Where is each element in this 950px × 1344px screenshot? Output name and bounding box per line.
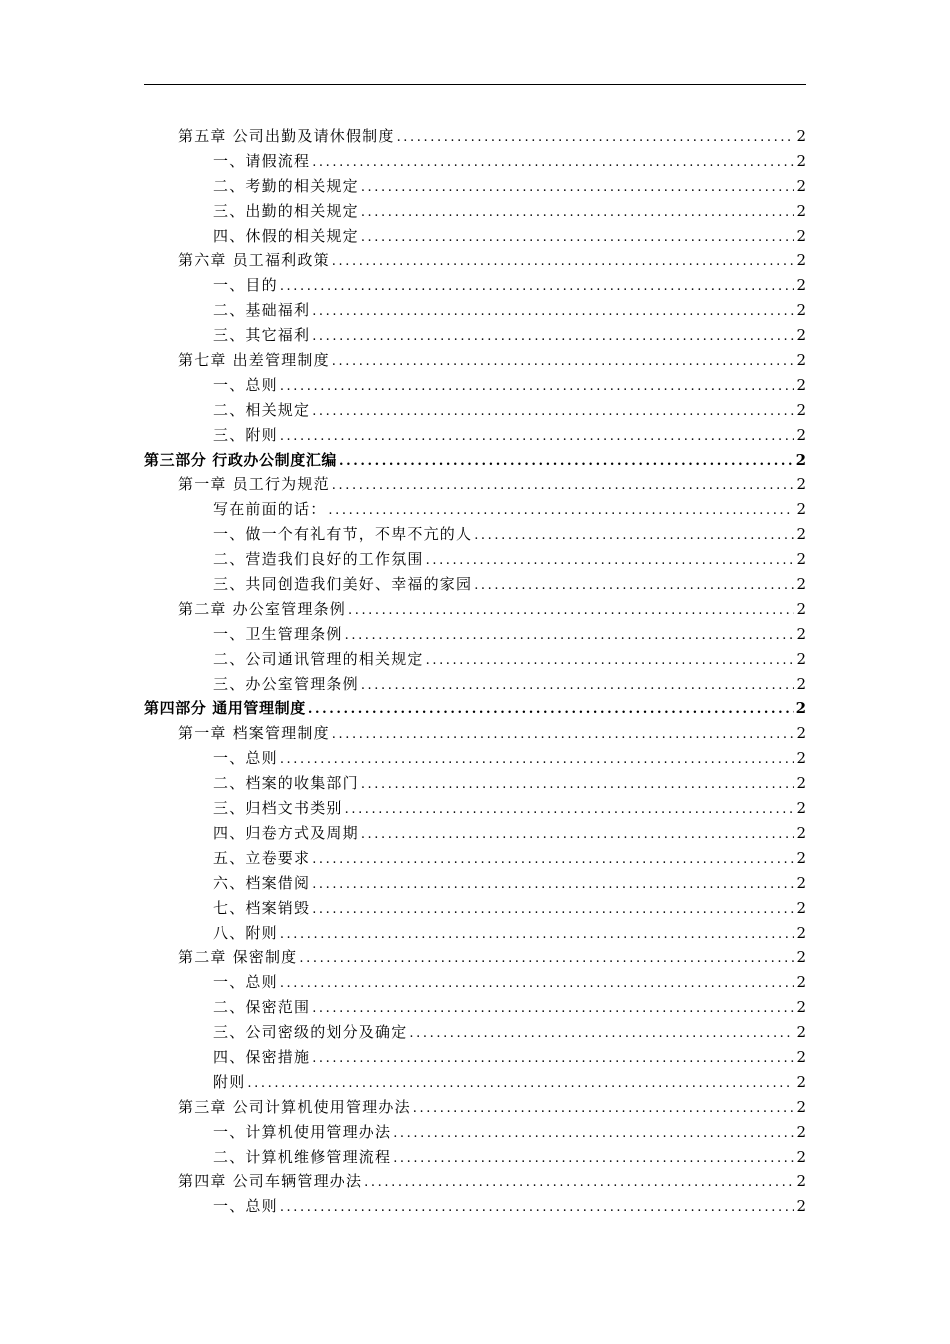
toc-page-number: 2: [796, 674, 806, 693]
toc-entry[interactable]: [144, 472, 806, 497]
toc-page-number: 2: [796, 127, 806, 145]
toc-entry[interactable]: [144, 348, 806, 373]
toc-page-number: 2: [796, 898, 806, 917]
toc-dot-leader: [247, 1072, 794, 1097]
toc-entry[interactable]: [144, 896, 806, 921]
toc-page-number: 2: [796, 823, 806, 842]
toc-entry-label: 附则: [213, 1072, 246, 1091]
toc-dot-leader: [364, 1171, 794, 1196]
toc-dot-leader: [280, 748, 795, 773]
toc-entry-label: 三、其它福利: [213, 326, 311, 345]
toc-entry-label: 第六章 员工福利政策: [178, 251, 330, 270]
toc-entry[interactable]: [144, 696, 806, 721]
toc-entry[interactable]: [144, 1194, 806, 1219]
toc-entry[interactable]: [144, 771, 806, 796]
toc-entry-label: 二、基础福利: [213, 301, 311, 320]
toc-page-number: 2: [796, 1147, 806, 1166]
toc-entry[interactable]: [144, 1095, 806, 1120]
toc-entry[interactable]: [144, 970, 806, 995]
toc-page-number: 2: [796, 301, 806, 320]
toc-page-number: 2: [796, 624, 806, 643]
toc-dot-leader: [339, 450, 794, 475]
toc-dot-leader: [332, 474, 795, 499]
toc-dot-leader: [280, 923, 795, 948]
toc-entry-label: 第五章 公司出勤及请休假制度: [178, 127, 395, 145]
toc-page-number: 2: [796, 1197, 806, 1216]
toc-dot-leader: [332, 350, 795, 375]
toc-dot-leader: [361, 674, 795, 699]
toc-dot-leader: [361, 176, 795, 201]
toc-page-number: 2: [796, 749, 806, 768]
toc-entry-label: 六、档案借阅: [213, 873, 311, 892]
toc-page-number: 2: [796, 276, 806, 295]
toc-dot-leader: [474, 574, 794, 599]
toc-page-number: 2: [796, 973, 806, 992]
toc-dot-leader: [348, 599, 794, 624]
toc-entry-label: 三、出勤的相关规定: [213, 201, 359, 220]
toc-page-number: 2: [796, 599, 806, 618]
toc-entry[interactable]: [144, 1145, 806, 1170]
toc-entry-label: 七、档案销毁: [213, 898, 311, 917]
toc-page-number: 2: [796, 998, 806, 1017]
toc-entry[interactable]: [144, 273, 806, 298]
toc-entry[interactable]: [144, 522, 806, 547]
toc-entry-label: 第一章 员工行为规范: [178, 475, 330, 494]
toc-dot-leader: [280, 425, 795, 450]
toc-page-number: 2: [796, 176, 806, 195]
toc-entry[interactable]: [144, 373, 806, 398]
toc-entry[interactable]: [144, 323, 806, 348]
toc-entry-label: 第三部分 行政办公制度汇编: [144, 450, 338, 469]
toc-dot-leader: [312, 898, 794, 923]
toc-entry[interactable]: [144, 224, 806, 249]
table-of-contents: [144, 124, 806, 1219]
toc-entry-label: 一、总则: [213, 749, 278, 768]
toc-dot-leader: [426, 549, 795, 574]
toc-dot-leader: [413, 1097, 795, 1122]
toc-entry[interactable]: [144, 647, 806, 672]
toc-entry-label: 第四部分 通用管理制度: [144, 699, 306, 718]
toc-entry[interactable]: [144, 423, 806, 448]
toc-entry[interactable]: [144, 1070, 806, 1095]
toc-dot-leader: [312, 1047, 794, 1072]
toc-page-number: 2: [796, 251, 806, 270]
toc-entry-label: 一、总则: [213, 375, 278, 394]
toc-entry-label: 第一章 档案管理制度: [178, 724, 330, 743]
toc-page-number: 2: [796, 724, 806, 743]
toc-entry[interactable]: [144, 572, 806, 597]
toc-entry-label: 二、营造我们良好的工作氛围: [213, 550, 424, 569]
toc-dot-leader: [312, 300, 794, 325]
toc-entry-label: 三、公司密级的划分及确定: [213, 1023, 408, 1042]
toc-entry[interactable]: [144, 846, 806, 871]
toc-entry[interactable]: [144, 672, 806, 697]
toc-dot-leader: [361, 201, 795, 226]
toc-entry-label: 二、计算机维修管理流程: [213, 1147, 392, 1166]
toc-entry-label: 一、总则: [213, 973, 278, 992]
toc-dot-leader: [345, 798, 795, 823]
toc-entry[interactable]: [144, 721, 806, 746]
toc-dot-leader: [332, 723, 795, 748]
toc-entry[interactable]: [144, 622, 806, 647]
toc-entry[interactable]: [144, 1169, 806, 1194]
toc-dot-leader: [312, 873, 794, 898]
toc-entry-label: 一、总则: [213, 1197, 278, 1216]
toc-page-number: 2: [796, 500, 806, 519]
toc-entry-label: 八、附则: [213, 923, 278, 942]
toc-page-number: 2: [796, 774, 806, 793]
toc-entry-label: 三、共同创造我们美好、幸福的家园: [213, 575, 473, 594]
toc-entry-label: 第四章 公司车辆管理办法: [178, 1172, 363, 1191]
toc-entry[interactable]: [144, 796, 806, 821]
toc-page-number: 2: [796, 1122, 806, 1141]
toc-entry[interactable]: [144, 821, 806, 846]
toc-page-number: 2: [795, 699, 806, 718]
toc-entry-label: 一、做一个有礼有节，不卑不亢的人: [213, 525, 473, 544]
toc-entry[interactable]: [144, 398, 806, 423]
toc-page-number: 2: [796, 799, 806, 818]
toc-entry-label: 写在前面的话：: [213, 500, 327, 519]
toc-entry[interactable]: [144, 597, 806, 622]
toc-dot-leader: [361, 823, 795, 848]
toc-dot-leader: [312, 325, 794, 350]
toc-entry[interactable]: [144, 448, 806, 473]
toc-entry[interactable]: [144, 199, 806, 224]
toc-page-number: 2: [796, 1072, 806, 1091]
toc-page-number: 2: [796, 575, 806, 594]
toc-entry-label: 第三章 公司计算机使用管理办法: [178, 1097, 411, 1116]
toc-dot-leader: [312, 997, 794, 1022]
toc-entry-label: 二、保密范围: [213, 998, 311, 1017]
toc-page-number: 2: [796, 923, 806, 942]
toc-entry-label: 第二章 办公室管理条例: [178, 599, 346, 618]
toc-dot-leader: [299, 947, 794, 972]
toc-entry[interactable]: [144, 124, 806, 149]
toc-dot-leader: [361, 226, 795, 251]
toc-page-number: 2: [796, 1047, 806, 1066]
toc-entry[interactable]: [144, 746, 806, 771]
toc-entry[interactable]: [144, 995, 806, 1020]
toc-dot-leader: [280, 972, 795, 997]
toc-dot-leader: [361, 773, 795, 798]
toc-page-number: 2: [796, 326, 806, 345]
toc-dot-leader: [393, 1147, 794, 1172]
toc-entry[interactable]: [144, 298, 806, 323]
toc-dot-leader: [280, 1196, 795, 1221]
toc-dot-leader: [312, 848, 794, 873]
toc-page-number: 2: [796, 375, 806, 394]
toc-page-number: 2: [796, 226, 806, 245]
toc-page-number: 2: [796, 351, 806, 370]
toc-entry-label: 四、保密措施: [213, 1047, 311, 1066]
toc-dot-leader: [280, 275, 795, 300]
toc-entry[interactable]: [144, 1020, 806, 1045]
toc-dot-leader: [409, 1022, 794, 1047]
toc-entry-label: 四、归卷方式及周期: [213, 823, 359, 842]
toc-entry[interactable]: [144, 1045, 806, 1070]
toc-entry-label: 二、档案的收集部门: [213, 774, 359, 793]
toc-dot-leader: [332, 250, 795, 275]
toc-page-number: 2: [796, 1023, 806, 1042]
toc-entry-label: 第七章 出差管理制度: [178, 351, 330, 370]
toc-entry-label: 二、考勤的相关规定: [213, 176, 359, 195]
toc-page-number: 2: [796, 550, 806, 569]
toc-dot-leader: [474, 524, 794, 549]
toc-page-number: 2: [796, 151, 806, 170]
toc-entry-label: 第二章 保密制度: [178, 948, 298, 967]
toc-dot-leader: [397, 126, 795, 151]
toc-dot-leader: [308, 698, 794, 723]
toc-entry-label: 三、办公室管理条例: [213, 674, 359, 693]
toc-entry[interactable]: [144, 945, 806, 970]
toc-entry-label: 四、休假的相关规定: [213, 226, 359, 245]
toc-page-number: 2: [796, 1172, 806, 1191]
toc-page-number: 2: [796, 425, 806, 444]
toc-page-number: 2: [796, 400, 806, 419]
toc-entry[interactable]: [144, 497, 806, 522]
toc-page-number: 2: [795, 450, 806, 469]
toc-dot-leader: [328, 499, 794, 524]
toc-entry-label: 三、附则: [213, 425, 278, 444]
toc-entry-label: 二、公司通讯管理的相关规定: [213, 649, 424, 668]
toc-entry-label: 一、请假流程: [213, 151, 311, 170]
toc-entry-label: 二、相关规定: [213, 400, 311, 419]
toc-entry[interactable]: [144, 921, 806, 946]
toc-entry-label: 一、计算机使用管理办法: [213, 1122, 392, 1141]
toc-entry[interactable]: [144, 248, 806, 273]
toc-page-number: 2: [796, 475, 806, 494]
toc-entry[interactable]: [144, 149, 806, 174]
toc-entry-label: 一、卫生管理条例: [213, 624, 343, 643]
header-rule: [144, 84, 806, 85]
toc-entry[interactable]: [144, 1120, 806, 1145]
toc-dot-leader: [345, 624, 795, 649]
toc-entry-label: 三、归档文书类别: [213, 799, 343, 818]
toc-dot-leader: [312, 151, 794, 176]
toc-entry[interactable]: [144, 871, 806, 896]
toc-dot-leader: [280, 375, 795, 400]
toc-dot-leader: [393, 1122, 794, 1147]
toc-page-number: 2: [796, 201, 806, 220]
toc-entry-label: 一、目的: [213, 276, 278, 295]
toc-page-number: 2: [796, 649, 806, 668]
toc-page-number: 2: [796, 873, 806, 892]
toc-entry-label: 五、立卷要求: [213, 848, 311, 867]
toc-dot-leader: [426, 649, 795, 674]
toc-dot-leader: [312, 400, 794, 425]
toc-entry[interactable]: [144, 174, 806, 199]
toc-page-number: 2: [796, 948, 806, 967]
toc-page-number: 2: [796, 848, 806, 867]
toc-entry[interactable]: [144, 547, 806, 572]
toc-page-number: 2: [796, 1097, 806, 1116]
toc-page-number: 2: [796, 525, 806, 544]
